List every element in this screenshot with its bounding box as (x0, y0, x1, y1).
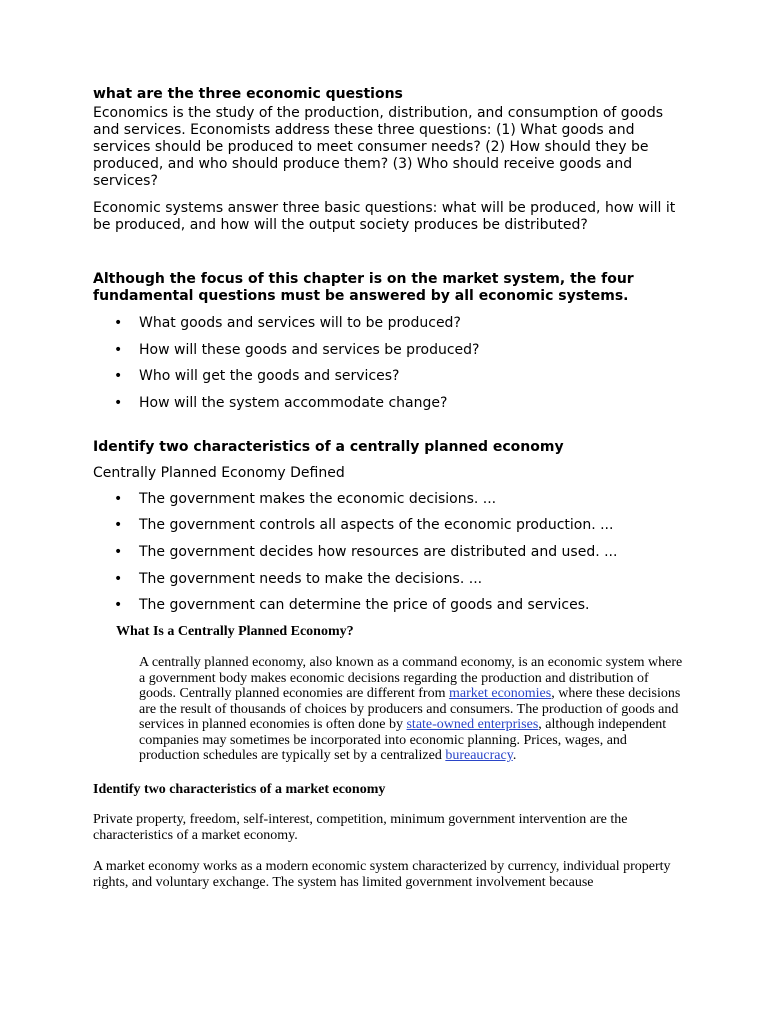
list-item-text: The government needs to make the decisions. ... (139, 570, 483, 587)
bullet-icon: • (114, 597, 123, 614)
bullet-icon: • (114, 490, 123, 507)
list-item-text: The government controls all aspects of the economic production. ... (139, 517, 614, 534)
list-centrally-planned-traits (93, 491, 683, 614)
bullet-icon: • (114, 315, 123, 331)
list-item (93, 544, 683, 561)
list-item (93, 315, 683, 332)
list-item-text: How will these goods and services be produced? (139, 341, 480, 358)
list-item-text: Who will get the goods and services? (139, 368, 400, 385)
heading-centrally-planned-characteristics: Identify two characteristics of a centrally planned economy (93, 438, 564, 455)
document-page (93, 86, 683, 890)
list-item-text: What goods and services will to be produced? (139, 315, 461, 331)
list-fundamental-questions (93, 315, 683, 412)
paragraph-market-economy-description: A market economy works as a modern economic system characterized by currency, individual property rights, and voluntary exchange. The system has limited government involvement because (93, 859, 671, 890)
list-item (93, 517, 683, 534)
text-segment: , where these decisions are the result of thousands of choices by producers and consumers. The production of goods and services in planned economies is often done by (139, 686, 681, 733)
bullet-icon: • (114, 341, 123, 358)
text-segment: , although independent companies may sometimes be incorporated into economic planning. Prices, wages, and production schedules are typically set by a centralized (139, 717, 667, 764)
heading-three-economic-questions: what are the three economic questions (93, 86, 403, 102)
bureaucracy-link[interactable]: bureaucracy (445, 748, 513, 764)
list-item (93, 342, 683, 359)
market-economies-link[interactable]: market economies (448, 686, 552, 702)
list-item (93, 597, 683, 614)
paragraph-centrally-planned-definition (93, 655, 683, 764)
list-item-text: The government makes the economic decisions. ... (139, 490, 497, 507)
bullet-icon: • (114, 543, 123, 560)
state-owned-enterprises-link[interactable]: state-owned enterprises (406, 717, 539, 733)
bullet-icon: • (114, 394, 123, 411)
list-item (93, 368, 683, 385)
bullet-icon: • (114, 368, 123, 385)
list-item (93, 395, 683, 412)
paragraph-economics-definition: Economics is the study of the production, distribution, and consumption of goods and services. Economists address these three questions: (1) What goods and services should be produced to meet consumer needs? (2) How should they be produced, and who should produce them? (3) Who should receive goods and services? (93, 105, 664, 189)
paragraph-economic-systems: Economic systems answer three basic questions: what will be produced, how will it be produced, and how will the output society produces be distributed? (93, 200, 676, 233)
list-item-text: How will the system accommodate change? (139, 394, 448, 411)
heading-what-is-centrally-planned: What Is a Centrally Planned Economy? (116, 623, 354, 639)
text-segment: . (512, 748, 517, 764)
text-segment: A centrally planned economy, also known as a command economy, is an economic system where a government body makes economic decisions regarding the production and distribution of goods. Centrally planned economies are different from (139, 655, 683, 702)
list-item-text: The government decides how resources are distributed and used. ... (139, 543, 618, 560)
list-item (93, 571, 683, 588)
subtitle-centrally-planned-defined: Centrally Planned Economy Defined (93, 464, 345, 481)
list-item-text: The government can determine the price of goods and services. (139, 597, 590, 614)
list-item (93, 491, 683, 508)
heading-market-economy-characteristics: Identify two characteristics of a market economy (93, 781, 386, 797)
bullet-icon: • (114, 517, 123, 534)
heading-four-fundamental-questions: Although the focus of this chapter is on the market system, the four fundamental questions must be answered by all economic systems. (93, 271, 634, 304)
bullet-icon: • (114, 570, 123, 587)
paragraph-market-economy-traits: Private property, freedom, self-interest, competition, minimum government intervention are the characteristics of a market economy. (93, 812, 628, 843)
